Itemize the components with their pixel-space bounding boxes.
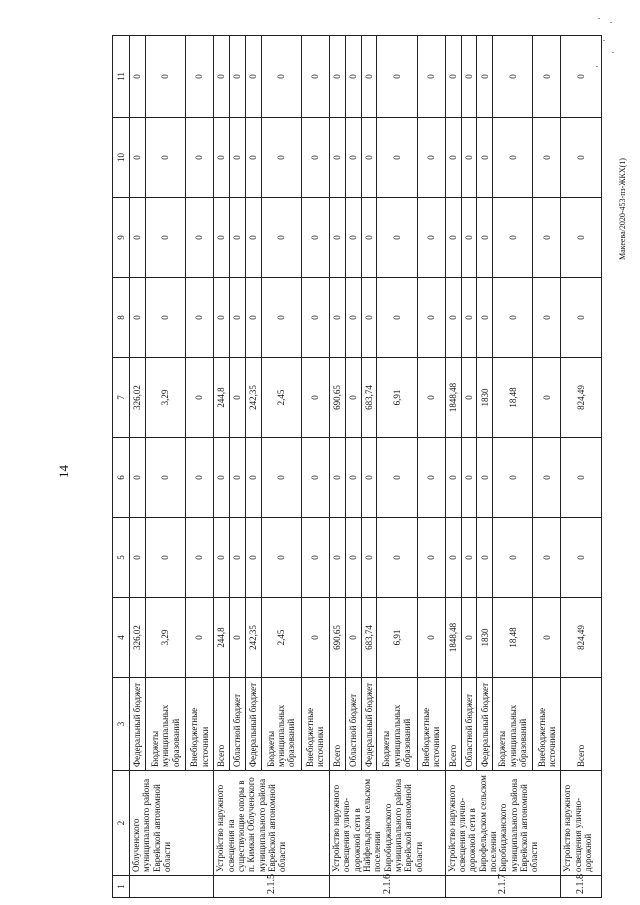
- value-cell: 0: [533, 598, 561, 678]
- value-cell: 0: [214, 518, 230, 598]
- page-number: 14: [56, 465, 71, 478]
- value-cell: 0: [533, 518, 561, 598]
- value-cell: 0: [214, 438, 230, 518]
- value-cell: 0: [245, 438, 261, 518]
- value-cell: 1830: [477, 358, 493, 438]
- value-cell: 690,65: [329, 598, 345, 678]
- value-cell: 244,8: [214, 598, 230, 678]
- value-cell: 0: [130, 278, 146, 358]
- value-cell: 0: [229, 518, 245, 598]
- funding-source-cell: Всего: [214, 678, 230, 771]
- table-row: [417, 36, 445, 898]
- table-row: [361, 36, 377, 898]
- table-row: [493, 36, 533, 898]
- value-cell: 1848,48: [445, 358, 461, 438]
- column-number-header: 9: [113, 198, 130, 278]
- value-cell: 0: [261, 118, 301, 198]
- value-cell: 0: [301, 518, 329, 598]
- value-cell: 0: [329, 518, 345, 598]
- value-cell: 0: [445, 198, 461, 278]
- value-cell: 0: [361, 278, 377, 358]
- value-cell: 0: [477, 278, 493, 358]
- value-cell: 0: [461, 518, 477, 598]
- value-cell: 0: [145, 118, 185, 198]
- funding-source-cell: Бюджеты муниципальных образований: [493, 678, 533, 771]
- value-cell: 0: [461, 36, 477, 118]
- value-cell: 0: [245, 118, 261, 198]
- value-cell: 2,45: [261, 358, 301, 438]
- column-number-header: 7: [113, 358, 130, 438]
- value-cell: 0: [361, 36, 377, 118]
- table-row: [345, 36, 361, 898]
- value-cell: 0: [261, 36, 301, 118]
- value-cell: 0: [417, 198, 445, 278]
- value-cell: 0: [301, 198, 329, 278]
- value-cell: 0: [145, 438, 185, 518]
- value-cell: 0: [417, 598, 445, 678]
- column-number-header: 8: [113, 278, 130, 358]
- funding-source-cell: Областной бюджет: [461, 678, 477, 771]
- value-cell: 0: [445, 518, 461, 598]
- value-cell: 0: [329, 118, 345, 198]
- value-cell: 0: [345, 518, 361, 598]
- value-cell: 0: [145, 36, 185, 118]
- value-cell: 0: [301, 36, 329, 118]
- value-cell: 326,02: [130, 358, 146, 438]
- value-cell: 0: [261, 278, 301, 358]
- value-cell: 0: [145, 518, 185, 598]
- value-cell: 0: [301, 118, 329, 198]
- value-cell: 0: [445, 278, 461, 358]
- funding-source-cell: Областной бюджет: [229, 678, 245, 771]
- value-cell: 0: [377, 36, 417, 118]
- value-cell: 0: [533, 198, 561, 278]
- funding-source-cell: Всего: [329, 678, 345, 771]
- column-number-header: 11: [113, 36, 130, 118]
- table-row: [533, 36, 561, 898]
- value-cell: 0: [493, 198, 533, 278]
- funding-source-cell: Бюджеты муниципальных образований: [377, 678, 417, 771]
- value-cell: 0: [186, 36, 214, 118]
- value-cell: 0: [229, 198, 245, 278]
- value-cell: 0: [229, 598, 245, 678]
- value-cell: 3,29: [145, 598, 185, 678]
- funding-source-cell: Бюджеты муниципальных образований: [145, 678, 185, 771]
- value-cell: 0: [214, 198, 230, 278]
- value-cell: 0: [345, 36, 361, 118]
- value-cell: 0: [417, 358, 445, 438]
- value-cell: 0: [493, 36, 533, 118]
- value-cell: 0: [261, 438, 301, 518]
- value-cell: 0: [533, 358, 561, 438]
- value-cell: 0: [130, 36, 146, 118]
- value-cell: 0: [345, 118, 361, 198]
- value-cell: 0: [417, 438, 445, 518]
- value-cell: 0: [229, 438, 245, 518]
- value-cell: 0: [561, 36, 602, 118]
- value-cell: 0: [261, 198, 301, 278]
- value-cell: 242,35: [245, 358, 261, 438]
- table-row: [261, 36, 301, 898]
- value-cell: 6,91: [377, 358, 417, 438]
- value-cell: 6,91: [377, 598, 417, 678]
- value-cell: 683,74: [361, 358, 377, 438]
- value-cell: 0: [245, 518, 261, 598]
- funding-source-cell: Всего: [445, 678, 461, 771]
- value-cell: 0: [533, 36, 561, 118]
- value-cell: 0: [461, 358, 477, 438]
- funding-source-cell: Федеральный бюджет: [477, 678, 493, 771]
- table-row: [229, 36, 245, 898]
- value-cell: 0: [493, 278, 533, 358]
- value-cell: 0: [345, 438, 361, 518]
- value-cell: 0: [493, 518, 533, 598]
- budget-table: [112, 35, 602, 898]
- value-cell: 0: [329, 36, 345, 118]
- value-cell: 0: [561, 518, 602, 598]
- table-row: [445, 36, 461, 898]
- value-cell: 0: [229, 36, 245, 118]
- column-number-header: 5: [113, 518, 130, 598]
- value-cell: 2,45: [261, 598, 301, 678]
- measure-description-cell: Устройство наружного освещения улично-дорожной: [561, 771, 602, 876]
- column-number-header: 6: [113, 438, 130, 518]
- value-cell: 0: [329, 438, 345, 518]
- value-cell: 0: [377, 198, 417, 278]
- value-cell: 0: [361, 118, 377, 198]
- header-row: [113, 36, 130, 898]
- value-cell: 0: [377, 118, 417, 198]
- value-cell: 0: [477, 118, 493, 198]
- value-cell: 0: [461, 438, 477, 518]
- value-cell: 0: [377, 438, 417, 518]
- row-number-cell: 2.1.6: [329, 876, 445, 898]
- column-number-header: 3: [113, 678, 130, 771]
- value-cell: 326,02: [130, 598, 146, 678]
- value-cell: 0: [345, 278, 361, 358]
- column-number-header: 10: [113, 118, 130, 198]
- measure-description-cell: Устройство наружного освещения улично-дорожной сети в Найфельдском сельском поселении Биробиджанского муниципального района Еврейской автономной области: [329, 771, 445, 876]
- value-cell: 0: [214, 36, 230, 118]
- value-cell: 683,74: [361, 598, 377, 678]
- column-number-header: 2: [113, 771, 130, 876]
- value-cell: 0: [301, 438, 329, 518]
- value-cell: 0: [493, 118, 533, 198]
- value-cell: 0: [214, 278, 230, 358]
- funding-source-cell: Внебюджетные источники: [301, 678, 329, 771]
- value-cell: 0: [445, 118, 461, 198]
- value-cell: 0: [261, 518, 301, 598]
- value-cell: 0: [229, 118, 245, 198]
- value-cell: 0: [186, 358, 214, 438]
- column-number-header: 4: [113, 598, 130, 678]
- value-cell: 0: [229, 278, 245, 358]
- value-cell: 0: [561, 438, 602, 518]
- measure-description-cell: Устройство наружного освещения на существующие опоры в п. Кимкан Облученского муниципального района Еврейской автономной области: [214, 771, 330, 876]
- value-cell: 0: [130, 438, 146, 518]
- measure-description-cell: Устройство наружного освещения улично-дорожной сети в Бирофельдском сельском поселении Биробиджанского муниципального района Еврейской автономной области: [445, 771, 561, 876]
- value-cell: 18,48: [493, 358, 533, 438]
- value-cell: 0: [186, 278, 214, 358]
- value-cell: 0: [186, 518, 214, 598]
- value-cell: 0: [361, 438, 377, 518]
- value-cell: 0: [361, 198, 377, 278]
- value-cell: 0: [461, 278, 477, 358]
- table-row: [214, 36, 230, 898]
- value-cell: 0: [417, 118, 445, 198]
- value-cell: 242,35: [245, 598, 261, 678]
- value-cell: 0: [130, 118, 146, 198]
- value-cell: 0: [301, 598, 329, 678]
- value-cell: 0: [445, 36, 461, 118]
- table-row: [377, 36, 417, 898]
- table-row: [561, 36, 602, 898]
- value-cell: 0: [245, 36, 261, 118]
- value-cell: 0: [345, 198, 361, 278]
- measure-description-cell: Облученского муниципального района Еврейской автономной области: [130, 771, 214, 876]
- row-number-cell: [130, 876, 214, 898]
- value-cell: 0: [417, 278, 445, 358]
- value-cell: 0: [461, 118, 477, 198]
- value-cell: 0: [477, 518, 493, 598]
- table-row: [461, 36, 477, 898]
- table-row: [329, 36, 345, 898]
- value-cell: 0: [245, 198, 261, 278]
- value-cell: 0: [301, 278, 329, 358]
- value-cell: 0: [345, 358, 361, 438]
- value-cell: 0: [377, 278, 417, 358]
- column-number-header: 1: [113, 876, 130, 898]
- value-cell: 0: [186, 118, 214, 198]
- funding-source-cell: Федеральный бюджет: [361, 678, 377, 771]
- table-row: [477, 36, 493, 898]
- value-cell: 0: [477, 36, 493, 118]
- table-row: [145, 36, 185, 898]
- value-cell: 0: [417, 518, 445, 598]
- value-cell: 0: [301, 358, 329, 438]
- funding-source-cell: Федеральный бюджет: [130, 678, 146, 771]
- value-cell: 0: [345, 598, 361, 678]
- value-cell: 0: [229, 358, 245, 438]
- value-cell: 0: [561, 278, 602, 358]
- value-cell: 0: [417, 36, 445, 118]
- row-number-cell: 2.1.8: [561, 876, 602, 898]
- value-cell: 0: [533, 118, 561, 198]
- table-row: [186, 36, 214, 898]
- value-cell: 0: [533, 438, 561, 518]
- funding-source-cell: Внебюджетные источники: [186, 678, 214, 771]
- value-cell: 3,29: [145, 358, 185, 438]
- funding-source-cell: Внебюджетные источники: [533, 678, 561, 771]
- value-cell: 0: [214, 118, 230, 198]
- value-cell: 0: [461, 598, 477, 678]
- value-cell: 0: [561, 198, 602, 278]
- value-cell: 0: [477, 438, 493, 518]
- row-number-cell: 2.1.5: [214, 876, 330, 898]
- value-cell: 0: [561, 118, 602, 198]
- budget-table-sheet: [112, 36, 602, 898]
- value-cell: 0: [245, 278, 261, 358]
- value-cell: 0: [145, 278, 185, 358]
- value-cell: 824,49: [561, 598, 602, 678]
- funding-source-cell: Бюджеты муниципальных образований: [261, 678, 301, 771]
- value-cell: 690,65: [329, 358, 345, 438]
- document-reference: Макеева/2020-453-пз-ЖКХ(1): [618, 158, 627, 260]
- table-row: [301, 36, 329, 898]
- funding-source-cell: Всего: [561, 678, 602, 771]
- value-cell: 0: [377, 518, 417, 598]
- value-cell: 0: [461, 198, 477, 278]
- value-cell: 1830: [477, 598, 493, 678]
- value-cell: 0: [329, 198, 345, 278]
- table-row: [130, 36, 146, 898]
- value-cell: 0: [329, 278, 345, 358]
- value-cell: 0: [130, 198, 146, 278]
- value-cell: 0: [186, 198, 214, 278]
- value-cell: 0: [477, 198, 493, 278]
- value-cell: 824,49: [561, 358, 602, 438]
- table-row: [245, 36, 261, 898]
- funding-source-cell: Федеральный бюджет: [245, 678, 261, 771]
- value-cell: 0: [186, 438, 214, 518]
- value-cell: 1848,48: [445, 598, 461, 678]
- value-cell: 0: [493, 438, 533, 518]
- value-cell: 0: [186, 598, 214, 678]
- value-cell: 0: [445, 438, 461, 518]
- value-cell: 0: [533, 278, 561, 358]
- value-cell: 0: [361, 518, 377, 598]
- value-cell: 18,48: [493, 598, 533, 678]
- row-number-cell: 2.1.7: [445, 876, 561, 898]
- funding-source-cell: Областной бюджет: [345, 678, 361, 771]
- funding-source-cell: Внебюджетные источники: [417, 678, 445, 771]
- value-cell: 0: [130, 518, 146, 598]
- value-cell: 244,8: [214, 358, 230, 438]
- value-cell: 0: [145, 198, 185, 278]
